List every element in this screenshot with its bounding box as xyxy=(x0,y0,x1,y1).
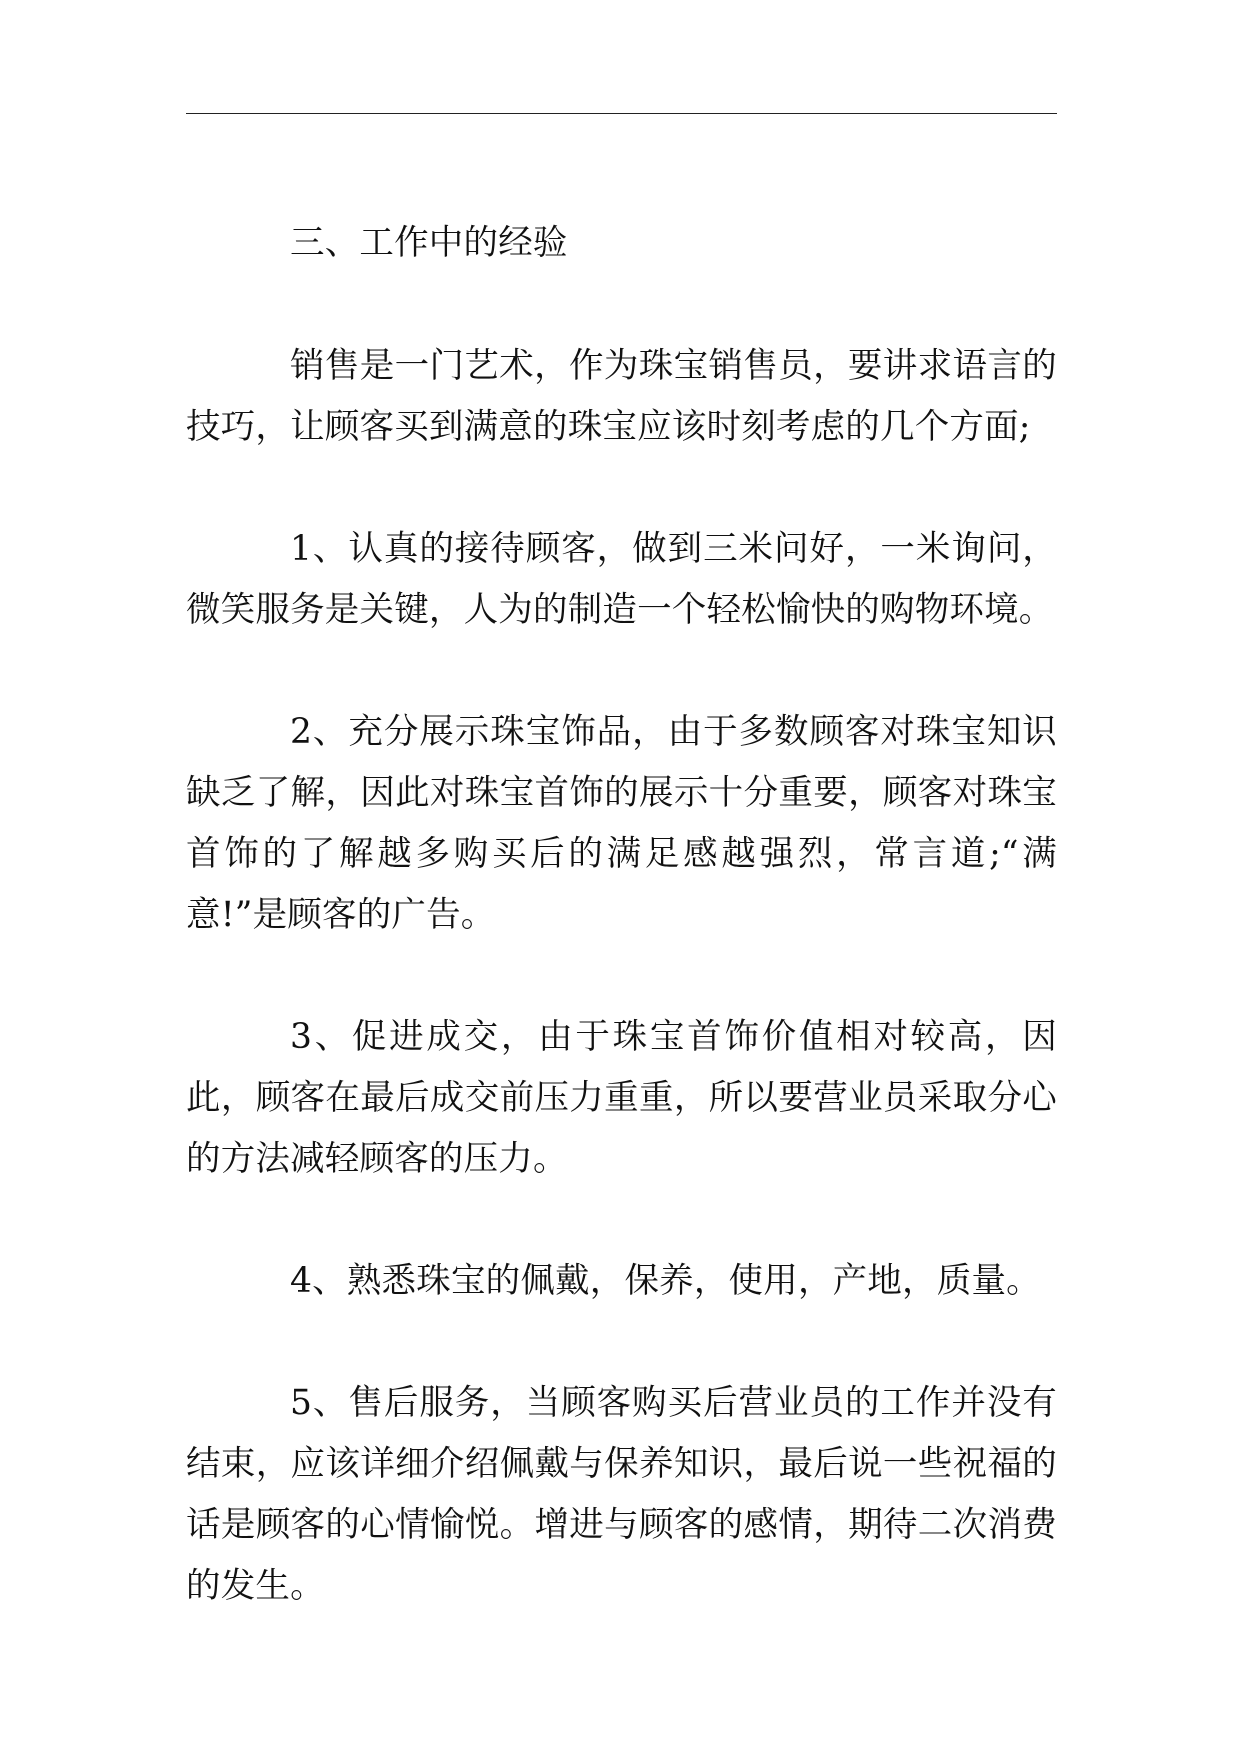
header-rule xyxy=(186,113,1057,114)
document-body xyxy=(186,213,1057,1617)
paragraph-intro: 销售是一门艺术，作为珠宝销售员，要讲求语言的技巧，让顾客买到满意的珠宝应该时刻考虑的几个方面; xyxy=(186,346,1057,447)
paragraph-item-3: 3、促进成交，由于珠宝首饰价值相对较高，因此，顾客在最后成交前压力重重，所以要营业员采取分心的方法减轻顾客的压力。 xyxy=(186,1017,1057,1179)
paragraph-item-5: 5、售后服务，当顾客购买后营业员的工作并没有结束，应该详细介绍佩戴与保养知识，最后说一些祝福的话是顾客的心情愉悦。增进与顾客的感情，期待二次消费的发生。 xyxy=(186,1383,1057,1606)
section-heading: 三、工作中的经验 xyxy=(290,223,568,263)
paragraph-item-1: 1、认真的接待顾客，做到三米问好，一米询问，微笑服务是关键，人为的制造一个轻松愉快的购物环境。 xyxy=(186,529,1057,630)
paragraph-item-2: 2、充分展示珠宝饰品，由于多数顾客对珠宝知识缺乏了解，因此对珠宝首饰的展示十分重要，顾客对珠宝首饰的了解越多购买后的满足感越强烈，常言道;“满意!”是顾客的广告。 xyxy=(186,712,1057,935)
paragraph-item-4: 4、熟悉珠宝的佩戴，保养，使用，产地，质量。 xyxy=(290,1261,1041,1301)
